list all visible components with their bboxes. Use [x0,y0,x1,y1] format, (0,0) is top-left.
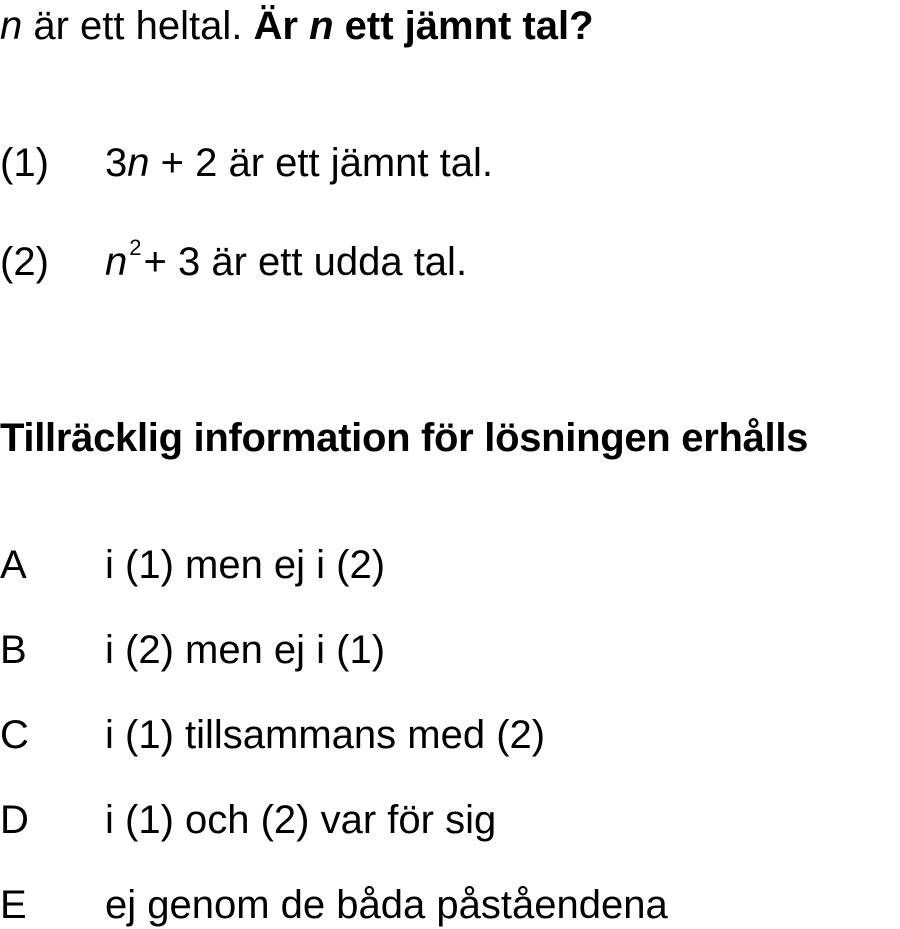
question-prefix: Är [253,4,298,48]
question-prompt [254,4,594,48]
option-a-letter: A [0,543,27,587]
option-d-text: i (1) och (2) var för sig [105,798,497,842]
question-variable: n [0,4,23,48]
statement-1-rest: + 2 är ett jämnt tal. [149,141,493,185]
option-d-letter: D [0,798,29,842]
statement-2-rest: + 3 är ett udda tal. [143,240,468,284]
option-b-text: i (2) men ej i (1) [105,628,386,672]
option-c-letter: C [0,713,29,757]
statement-2-exponent: 2 [129,235,142,260]
question-prompt-variable: n [309,4,334,48]
statement-1-label: (1) [0,141,49,185]
statement-2-label: (2) [0,240,49,284]
question-intro-text: är ett heltal. [22,4,243,48]
option-a-text: i (1) men ej i (2) [105,543,386,587]
statement-1-variable: n [127,141,150,185]
statement-1-text [105,139,493,187]
question-suffix: ett jämnt tal? [344,4,594,48]
answer-heading: Tillräcklig information för lösningen erhålls [0,416,809,460]
statement-1-coefficient: 3 [105,141,128,185]
statement-2-text [105,235,468,292]
option-c-text: i (1) tillsammans med (2) [105,713,546,757]
question-line [0,2,594,50]
statement-2-variable: n [105,240,128,284]
option-b-letter: B [0,628,27,672]
option-e-text: ej genom de båda påståendena [105,883,668,927]
option-e-letter: E [0,883,27,927]
